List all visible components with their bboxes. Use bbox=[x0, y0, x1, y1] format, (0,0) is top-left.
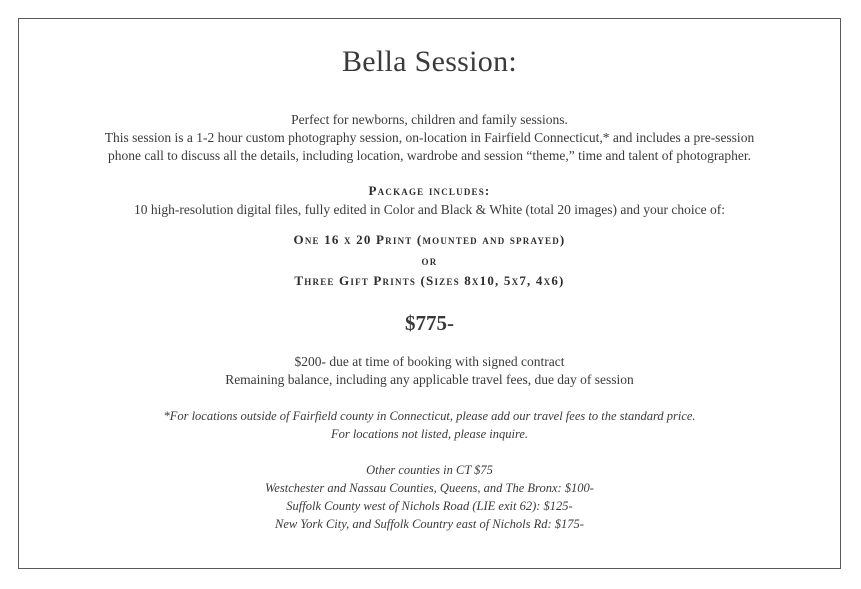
intro-text bbox=[19, 111, 840, 165]
footnote-line: For locations not listed, please inquire. bbox=[330, 427, 529, 441]
session-title: Bella Session: bbox=[341, 45, 518, 78]
payment-line: Remaining balance, including any applicable travel fees, due day of session bbox=[225, 372, 634, 387]
package-or: or bbox=[421, 253, 438, 268]
session-price: $775- bbox=[405, 311, 454, 335]
package-description: 10 high-resolution digital files, fully edited in Color and Black & White (total 20 images) and your choice of: bbox=[134, 202, 725, 217]
travel-fee-item: New York City, and Suffolk Country east of Nichols Rd: $175- bbox=[275, 517, 584, 531]
payment-terms bbox=[19, 353, 840, 389]
travel-fee-item: Suffolk County west of Nichols Road (LIE exit 62): $125- bbox=[286, 499, 573, 513]
package-option-gift-prints: Three Gift Prints (Sizes 8x10, 5x7, 4x6) bbox=[294, 273, 565, 288]
travel-footnote bbox=[19, 407, 840, 443]
travel-fee-item: Westchester and Nassau Counties, Queens, and The Bronx: $100- bbox=[265, 481, 594, 495]
footnote-line: *For locations outside of Fairfield county in Connecticut, please add our travel fees to the standard price. bbox=[163, 409, 696, 423]
travel-fee-item: Other counties in CT $75 bbox=[366, 463, 493, 477]
payment-line: $200- due at time of booking with signed contract bbox=[294, 354, 565, 369]
package-option-print: One 16 x 20 Print (mounted and sprayed) bbox=[293, 232, 566, 247]
intro-line: phone call to discuss all the details, including location, wardrobe and session “theme,” time and talent of photographer. bbox=[108, 148, 751, 163]
intro-line: Perfect for newborns, children and family sessions. bbox=[291, 112, 568, 127]
session-card bbox=[18, 18, 841, 569]
package-heading: Package includes: bbox=[368, 183, 491, 198]
travel-fee-list bbox=[19, 461, 840, 533]
intro-line: This session is a 1-2 hour custom photography session, on-location in Fairfield Connecticut,* and includes a pre-session bbox=[104, 130, 755, 145]
